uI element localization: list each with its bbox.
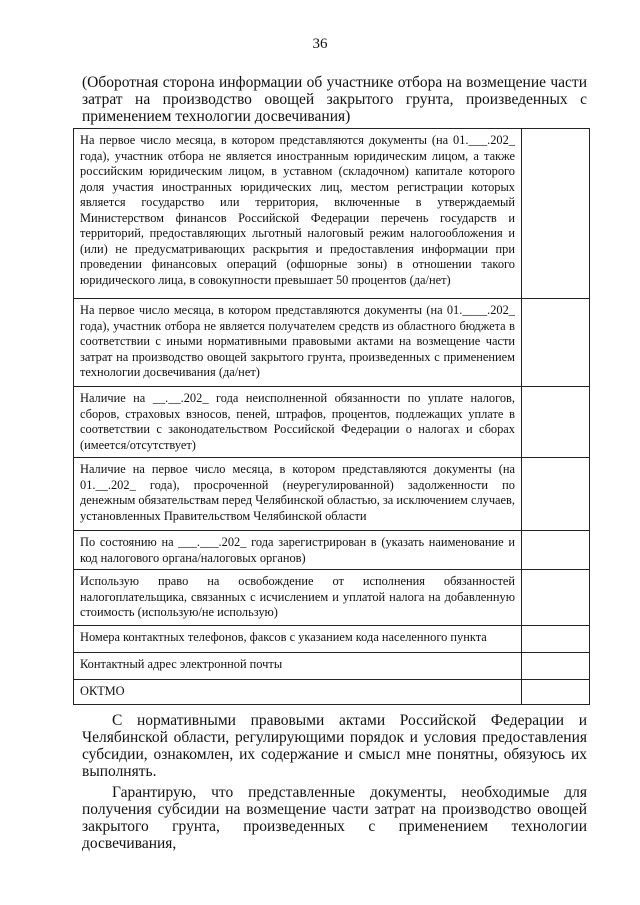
- paragraph-guarantee: Гарантирую, что представленные документы, необходимые для получения субсидии на возмещение части затрат на производство овощей закрытого грунта, произведенных с применением технологии досвечивания,: [82, 784, 587, 852]
- row-label-foreign-entity: На первое число месяца, в котором представляются документы (на 01.___.202_ года), участник отбора не является иностранным юридическим лицом, а также российским юридическим лицом, в уставном (складочном) капитале которого доля участия иностранных юридических лиц, местом регистрации которых является государство или территория, включенные в утверждаемый Министерством финансов Российской Федерации перечень государств и территорий, предоставляющих льготный налоговый режим налогообложения и (или) не предусматривающих раскрытия и предоставления информации при проведении финансовых операций (офшорные зоны) в отношении такого юридического лица, в совокупности превышает 50 процентов (да/нет): [74, 129, 522, 299]
- body-paragraph-guarantee: [82, 784, 587, 852]
- table-row: [74, 129, 590, 299]
- row-label-email: Контактный адрес электронной почты: [74, 653, 522, 680]
- row-label-tax-obligations: Наличие на __.__.202_ года неисполненной обязанности по уплате налогов, сборов, страховых взносов, пеней, штрафов, процентов, подлежащих уплате в соответствии с законодательством Российской Федерации о налогах и сборах (имеется/отсутствует): [74, 387, 522, 458]
- table-row: [74, 653, 590, 680]
- table-row: [74, 387, 590, 458]
- row-label-other-funds: На первое число месяца, в котором представляются документы (на 01.____.202_ года), участник отбора не является получателем средств из областного бюджета в соответствии с иными нормативными правовыми актами на возмещение части затрат на производство овощей закрытого грунта, произведенных с применением технологии досвечивания (да/нет): [74, 299, 522, 387]
- row-label-phones: Номера контактных телефонов, факсов с указанием кода населенного пункта: [74, 626, 522, 653]
- body-paragraph-acknowledgement: [82, 712, 587, 780]
- document-header: (Оборотная сторона информации об участнике отбора на возмещение части затрат на производство овощей закрытого грунта, произведенных с применением технологии досвечивания): [82, 74, 587, 125]
- row-value-tax-obligations: [522, 387, 590, 458]
- row-value-email: [522, 653, 590, 680]
- row-value-phones: [522, 626, 590, 653]
- table-row: [74, 626, 590, 653]
- applicant-info-table: [73, 128, 590, 705]
- row-label-tax-authority: По состоянию на ___.___.202_ года зарегистрирован в (указать наименование и код налогового органа/налоговых органов): [74, 531, 522, 570]
- table-row: [74, 680, 590, 705]
- row-value-overdue-debt: [522, 458, 590, 531]
- page-number: 36: [312, 36, 328, 52]
- table-row: [74, 531, 590, 570]
- row-value-foreign-entity: [522, 129, 590, 299]
- row-value-oktmo: [522, 680, 590, 705]
- table-row: [74, 299, 590, 387]
- row-label-oktmo: ОКТМО: [74, 680, 522, 705]
- row-label-overdue-debt: Наличие на первое число месяца, в котором представляются документы (на 01.__.202_ года), просроченной (неурегулированной) задолженности по денежным обязательствам перед Челябинской областью, за исключением случаев, установленных Правительством Челябинской области: [74, 458, 522, 531]
- row-label-vat-exemption: Использую право на освобождение от исполнения обязанностей налогоплательщика, связанных с исчислением и уплатой налога на добавленную стоимость (использую/не использую): [74, 570, 522, 626]
- table-row: [74, 458, 590, 531]
- row-value-vat-exemption: [522, 570, 590, 626]
- row-value-tax-authority: [522, 531, 590, 570]
- table-row: [74, 570, 590, 626]
- row-value-other-funds: [522, 299, 590, 387]
- paragraph-acknowledgement: С нормативными правовыми актами Российской Федерации и Челябинской области, регулирующими порядок и условия предоставления субсидии, ознакомлен, их содержание и смысл мне понятны, обязуюсь их выполнять.: [82, 712, 587, 780]
